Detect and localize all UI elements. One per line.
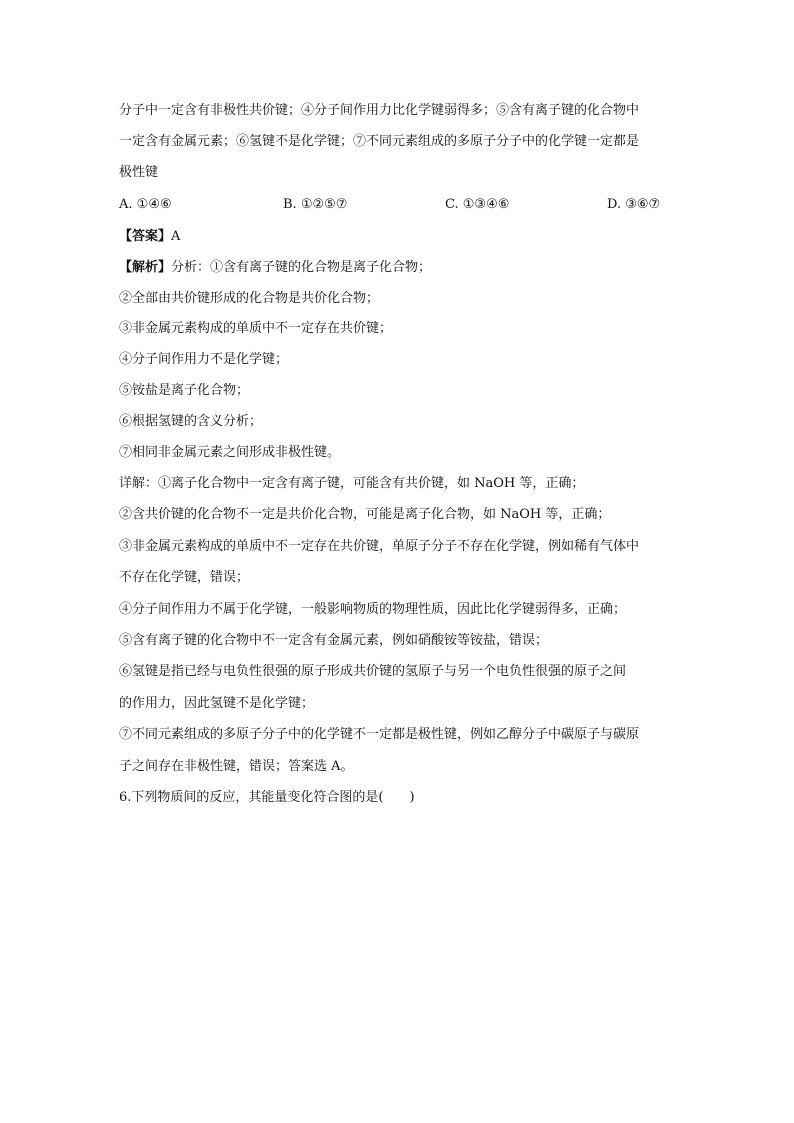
option-letter: A. (119, 197, 133, 212)
detail-line: 的作用力，因此氢键不是化学键； (119, 696, 315, 711)
option-text: ③⑥⑦ (625, 197, 661, 212)
detail-line: ⑥氢键是指已经与电负性很强的原子形成共价键的氢原子与另一个电负性很强的原子之间 (119, 664, 627, 679)
analysis-line: ⑤铵盐是离子化合物； (119, 383, 250, 398)
option-text: ①②⑤⑦ (300, 197, 348, 212)
question-text-line: 分子中一定含有非极性共价键；④分子间作用力比化学键弱得多；⑤含有离子键的化合物中 (119, 103, 640, 118)
analysis-line: ④分子间作用力不是化学键； (119, 352, 289, 367)
detail-line: ④分子间作用力不属于化学键，一般影响物质的物理性质，因此比化学键弱得多，正确； (119, 602, 627, 617)
question-text-line: 极性键 (119, 165, 159, 180)
option-a (119, 196, 172, 214)
detail-line: 子之间存在非极性键，错误；答案选 A。 (119, 759, 354, 774)
answer-label: 【答案】 (119, 229, 172, 244)
option-text: ①③④⑥ (462, 197, 510, 212)
option-letter: B. (283, 197, 297, 212)
next-question-text: 6.下列物质间的反应，其能量变化符合图的是( ) (119, 790, 415, 805)
option-b (283, 196, 347, 214)
detail-line: ②含共价键的化合物不一定是共价化合物，可能是离子化合物，如 NaOH 等，正确； (119, 507, 611, 522)
detail-line: ③非金属元素构成的单质中不一定存在共价键，单原子分子不存在化学键，例如稀有气体中 (119, 539, 640, 554)
detail-line: ⑤含有离子键的化合物中不一定含有金属元素，例如硝酸铵等铵盐，错误； (119, 633, 549, 648)
option-c (445, 196, 509, 214)
analysis-line: ⑦相同非金属元素之间形成非极性键。 (119, 445, 341, 460)
option-letter: C. (445, 197, 459, 212)
answer-line (119, 228, 180, 246)
answer-value: A (171, 229, 181, 244)
question-text-line: 一定含有金属元素；⑥氢键不是化学键；⑦不同元素组成的多原子分子中的化学键一定都是 (119, 134, 640, 149)
analysis-line (119, 259, 431, 277)
detail-line: 详解：①离子化合物中一定含有离子键，可能含有共价键，如 NaOH 等，正确； (119, 476, 585, 491)
detail-line: ⑦不同元素组成的多原子分子中的化学键不一定都是极性键，例如乙醇分子中碳原子与碳原 (119, 727, 640, 742)
analysis-label: 【解析】 (119, 260, 172, 275)
option-text: ①④⑥ (136, 197, 172, 212)
detail-line: 不存在化学键，错误； (119, 570, 250, 585)
analysis-line: ⑥根据氢键的含义分析； (119, 414, 263, 429)
analysis-first: 分析：①含有离子键的化合物是离子化合物； (171, 260, 432, 275)
option-letter: D. (607, 197, 622, 212)
analysis-line: ③非金属元素构成的单质中不一定存在共价键； (119, 321, 393, 336)
analysis-line: ②全部由共价键形成的化合物是共价化合物； (119, 291, 380, 306)
option-d (607, 196, 660, 214)
